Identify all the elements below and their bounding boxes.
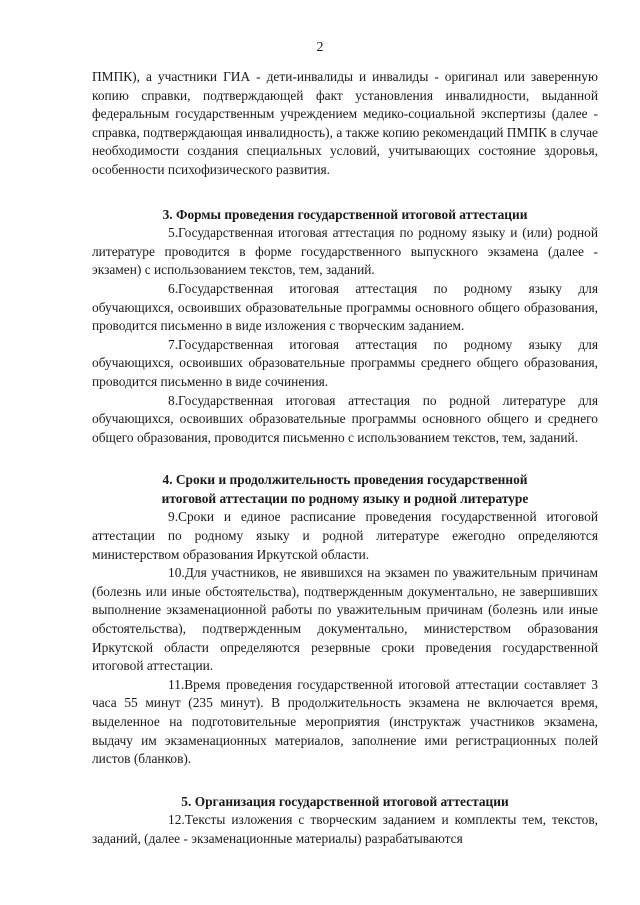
section-heading-line: итоговой аттестации по родному языку и родной литературе (161, 490, 529, 506)
list-item (92, 811, 598, 848)
list-item (92, 392, 598, 448)
item-number: 8. (168, 392, 179, 408)
section-heading-line: 5. Организация государственной итоговой аттестации (181, 793, 509, 809)
item-text: Государственная итоговая аттестация по родному языку и (или) родной литературе проводится в форме государственного выпускного экзамена (далее - экзамен) с использованием текстов, тем, заданий. (92, 225, 598, 278)
page-number: 2 (316, 40, 324, 55)
item-number: 7. (168, 336, 179, 352)
item-number: 6. (168, 280, 179, 296)
document-body (92, 68, 598, 849)
item-text: Для участников, не явившихся на экзамен по уважительным причинам (болезнь или иные обстоятельства), подтвержденным документально, не завершивших выполнение экзаменационной работы по уважительным причинам (болезнь или иные обстоятельства), подтвержденным документально, министерством образования Иркутской области определяются резервные сроки проведения государственной итоговой аттестации. (92, 565, 598, 674)
list-item (92, 676, 598, 769)
item-text: Государственная итоговая аттестация по родному языку для обучающихся, освоивших образовательные программы основного общего образования, проводится письменно в виде изложения с творческим заданием. (92, 280, 598, 334)
item-number: 12. (168, 812, 185, 828)
list-item (92, 564, 598, 676)
section-heading (92, 793, 598, 812)
intro-paragraph: ПМПК), а участники ГИА - дети-инвалиды и инвалиды - оригинал или заверенную копию справки, подтверждающей факт установления инвалидности, выданной федеральным государственным учреждением медико-социальной экспертизы (далее - справка, подтверждающая инвалидность), а также копию рекомендаций ПМПК в случае необходимости создания специальных условий, учитывающих состояние здоровья, особенности психофизического развития. (92, 69, 598, 177)
item-number: 9. (168, 509, 179, 525)
item-text: Тексты изложения с творческим заданием и комплекты тем, текстов, заданий, (далее - экзаменационные материалы) разрабатываются (92, 812, 598, 846)
spacer (92, 180, 598, 206)
item-text: Государственная итоговая аттестация по родному языку для обучающихся, освоивших образовательные программы среднего общего образования, проводится письменно в виде сочинения. (92, 336, 598, 389)
list-item (92, 336, 598, 392)
section-heading (92, 206, 598, 225)
section-heading-line: 3. Формы проведения государственной итоговой аттестации (162, 206, 528, 222)
item-number: 5. (168, 225, 179, 241)
section-heading-line: 4. Сроки и продолжительность проведения государственной (162, 472, 528, 488)
item-text: Сроки и единое расписание проведения государственной итоговой аттестации по родному языку и родной литературе ежегодно определяются министерством образования Иркутской области. (92, 509, 598, 562)
section-heading (92, 471, 598, 508)
list-item (92, 224, 598, 280)
spacer (92, 769, 598, 793)
spacer (92, 447, 598, 471)
list-item (92, 280, 598, 336)
item-text: Государственная итоговая аттестация по родной литературе для обучающихся, освоивших образовательные программы основного общего и среднего общего образования, проводится письменно с использованием текстов, тем, заданий. (92, 392, 598, 445)
list-item (92, 508, 598, 564)
item-text: Время проведения государственной итоговой аттестации составляет 3 часа 55 минут (235 минут). В продолжительность экзамена не включается время, выделенное на подготовительные мероприятия (инструктаж участников экзамена, выдачу им экзаменационных материалов, заполнение ими регистрационных полей листов (бланков). (92, 676, 598, 767)
item-number: 11. (168, 676, 185, 692)
item-number: 10. (168, 565, 185, 581)
